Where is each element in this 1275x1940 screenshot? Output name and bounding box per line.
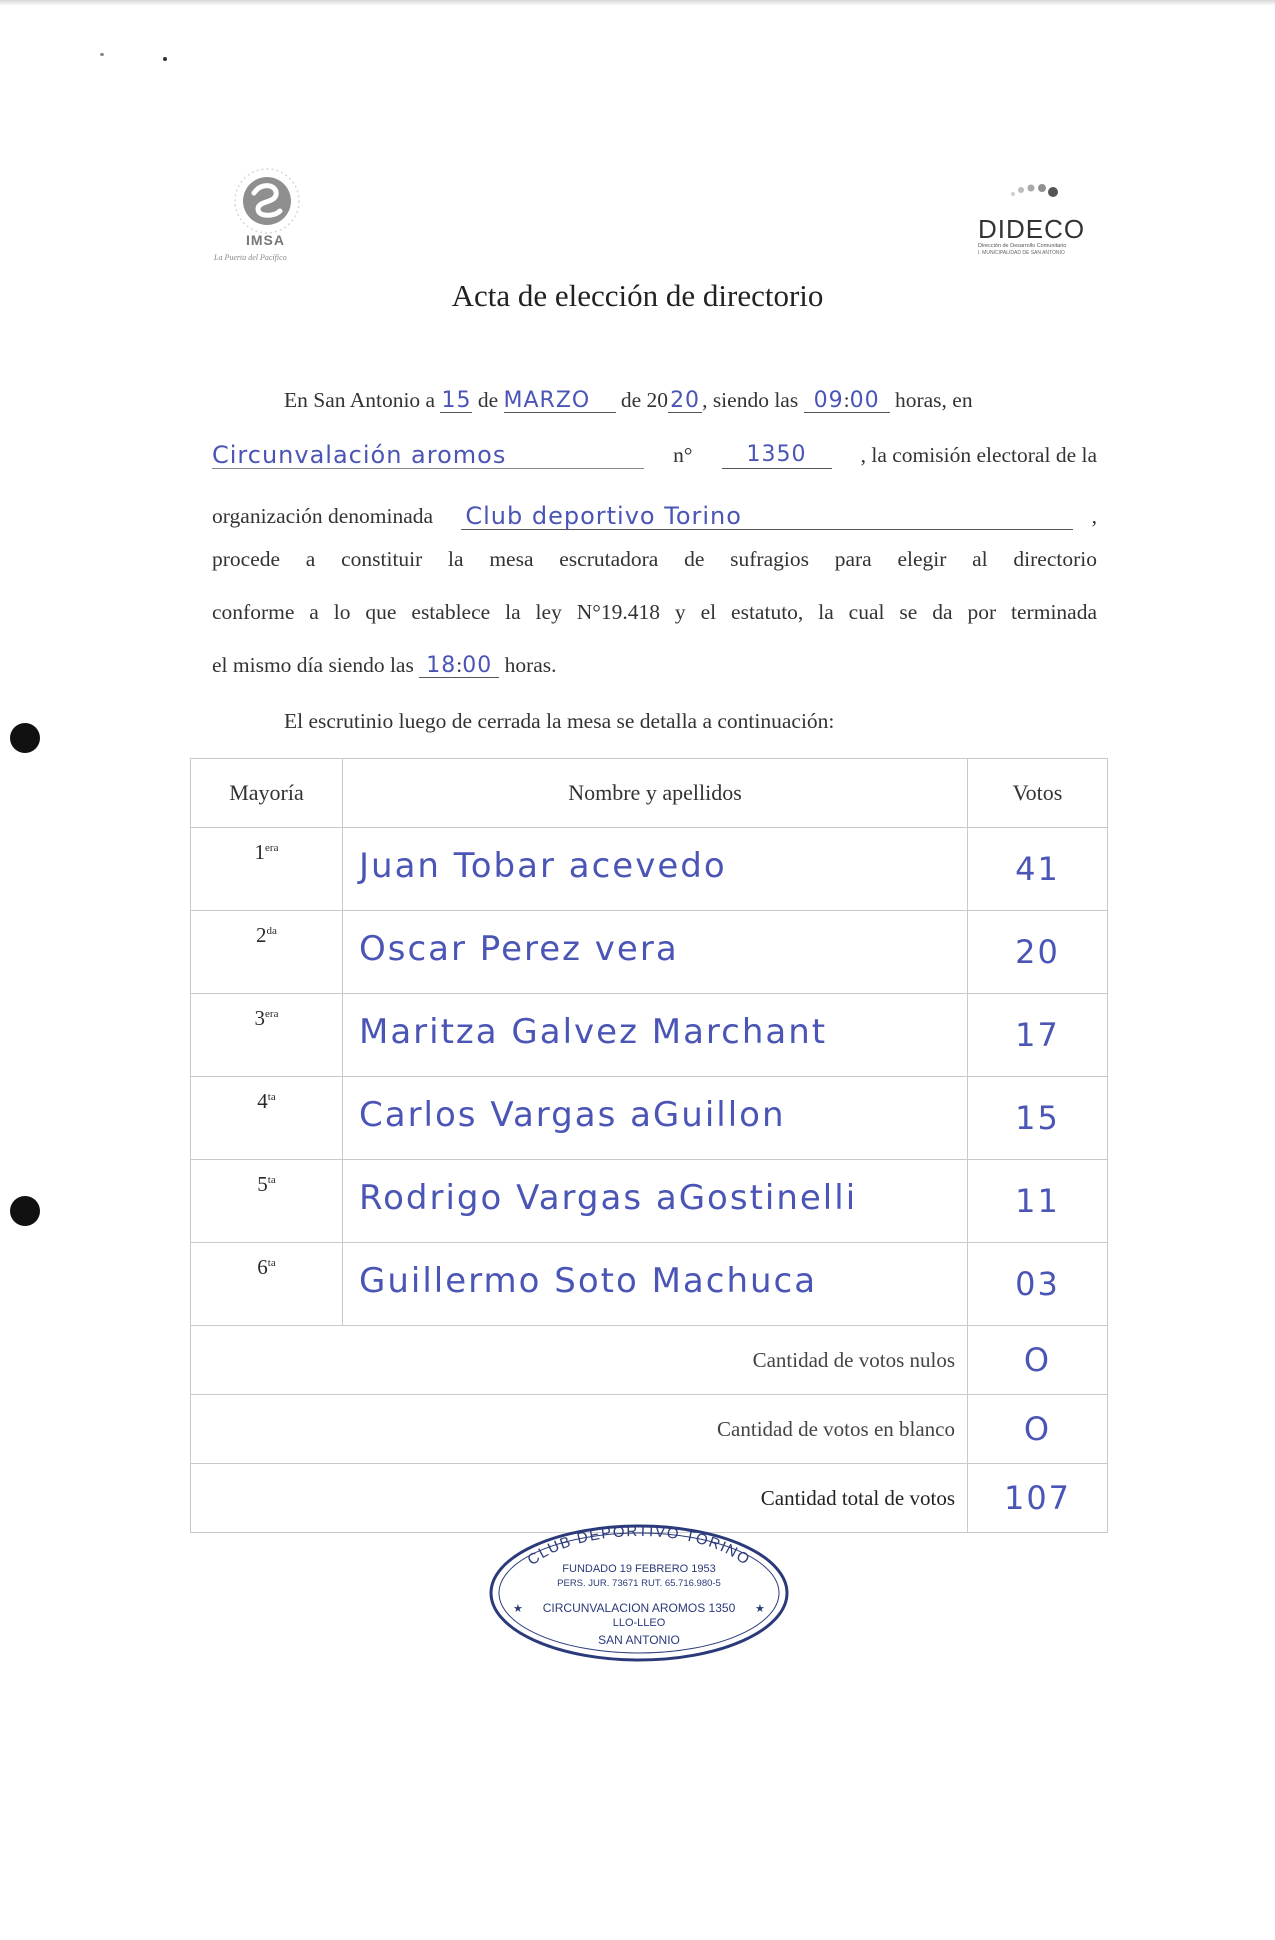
time-colon: :: [456, 653, 463, 677]
text-fragment: de: [472, 388, 504, 412]
text-fragment: de 20: [615, 388, 669, 412]
table-row: [191, 911, 1108, 994]
stamp-founded: FUNDADO 19 FEBRERO 1953: [562, 1563, 716, 1575]
start-min-value: 00: [849, 388, 880, 413]
candidate-name: Maritza Galvez Marchant: [343, 994, 968, 1077]
candidate-votes: 20: [968, 911, 1108, 994]
document-title: Acta de elección de directorio: [451, 278, 824, 313]
day-field: [440, 389, 472, 413]
candidate-votes: 17: [968, 994, 1108, 1077]
start-hour-value: 09: [813, 388, 844, 413]
scan-speck: [163, 57, 167, 61]
results-table: [190, 758, 1108, 1533]
text-fragment: , la comisión electoral de la: [860, 443, 1097, 467]
table-row: [191, 994, 1108, 1077]
stamp-arc-text: CLUB DEPORTIVO TORINO: [524, 1522, 754, 1570]
stamp-locality: LLO-LLEO: [612, 1617, 666, 1629]
text-fragment: , siendo las: [702, 388, 804, 412]
start-time-field: [804, 389, 890, 413]
text-fragment: el mismo día siendo las: [212, 653, 420, 677]
imsa-logo-name: IMSA: [246, 232, 285, 248]
rank-number: 6: [257, 1255, 268, 1279]
text-fragment: organización denominada: [212, 504, 434, 528]
rank-number: 4: [257, 1089, 268, 1113]
year-field: [668, 389, 702, 413]
dideco-logo-subtitle-2: I. MUNICIPALIDAD DE SAN ANTONIO: [978, 250, 1065, 256]
organization-value: Club deportivo Torino: [465, 502, 742, 530]
rank-cell: [191, 828, 343, 911]
text-fragment: ,: [1091, 504, 1097, 528]
star-icon: ★: [513, 1602, 523, 1615]
month-field: [504, 389, 616, 413]
rank-suffix: ta: [267, 1091, 276, 1103]
text-fragment: En San Antonio a: [284, 388, 441, 412]
table-row: [191, 1160, 1108, 1243]
rank-suffix: era: [265, 842, 279, 854]
rank-suffix: da: [266, 925, 277, 937]
rank-number: 5: [257, 1172, 268, 1196]
candidate-name: Juan Tobar acevedo: [343, 828, 968, 911]
rank-cell: [191, 1077, 343, 1160]
paragraph-line-4: procede a constituir la mesa escrutadora de sufragios para elegir al directorio: [212, 547, 1097, 571]
time-colon: :: [843, 388, 850, 412]
candidate-name: Guillermo Soto Machuca: [343, 1243, 968, 1326]
candidate-name: Rodrigo Vargas aGostinelli: [343, 1160, 968, 1243]
stamp-legal: PERS. JUR. 73671 RUT. 65.716.980-5: [557, 1578, 721, 1589]
text-fragment: n°: [673, 443, 693, 467]
text-fragment: horas, en: [889, 388, 973, 412]
binder-hole-bottom: [10, 1196, 40, 1226]
club-stamp: [487, 1522, 791, 1664]
end-hour-value: 18: [426, 653, 457, 678]
end-time-field: [419, 654, 499, 678]
total-votes-value: 107: [968, 1464, 1108, 1533]
rank-number: 3: [254, 1006, 266, 1030]
rank-number: 1: [254, 840, 266, 864]
table-row: [191, 1243, 1108, 1326]
year-value: 20: [670, 388, 701, 413]
candidate-name: Carlos Vargas aGuillon: [343, 1077, 968, 1160]
rank-suffix: ta: [267, 1257, 276, 1269]
blank-votes-value: O: [968, 1395, 1108, 1464]
paragraph-line-1: [212, 388, 1097, 413]
rank-suffix: era: [265, 1008, 279, 1020]
stamp-city: SAN ANTONIO: [598, 1633, 680, 1647]
binder-hole-top: [10, 723, 40, 753]
header-mayoria: Mayoría: [191, 759, 343, 828]
paragraph-line-3: [212, 504, 1097, 530]
month-value: MARZO: [503, 388, 591, 413]
paragraph-line-5: conforme a lo que establece la ley N°19.418 y el estatuto, la cual se da por terminada: [212, 600, 1097, 624]
stamp-address: CIRCUNVALACION AROMOS 1350: [542, 1601, 736, 1615]
candidate-votes: 41: [968, 828, 1108, 911]
candidate-votes: 11: [968, 1160, 1108, 1243]
header-nombre: Nombre y apellidos: [343, 759, 968, 828]
day-value: 15: [441, 388, 472, 413]
null-votes-row: [191, 1326, 1108, 1395]
table-header-row: [191, 759, 1108, 828]
null-votes-label: Cantidad de votos nulos: [191, 1326, 968, 1395]
rank-cell: [191, 994, 343, 1077]
street-field: [212, 443, 644, 469]
dideco-logo-subtitle: Dirección de Desarrollo Comunitario: [978, 243, 1067, 249]
blank-votes-row: [191, 1395, 1108, 1464]
paragraph-line-6: [212, 653, 1097, 678]
rank-cell: [191, 911, 343, 994]
table-row: [191, 828, 1108, 911]
scan-speck: [100, 53, 104, 56]
candidate-votes: 03: [968, 1243, 1108, 1326]
total-votes-label: Cantidad total de votos: [191, 1464, 968, 1533]
scan-edge: [0, 0, 1275, 6]
header-votos: Votos: [968, 759, 1108, 828]
rank-cell: [191, 1243, 343, 1326]
paragraph-line-7: El escrutinio luego de cerrada la mesa se detalla a continuación:: [284, 709, 835, 733]
blank-votes-label: Cantidad de votos en blanco: [191, 1395, 968, 1464]
imsa-logo-tagline: La Puerta del Pacífico: [214, 253, 287, 262]
paragraph-line-2: [212, 443, 1097, 469]
candidate-votes: 15: [968, 1077, 1108, 1160]
candidate-name: Oscar Perez vera: [343, 911, 968, 994]
street-number-field: [722, 443, 832, 469]
rank-suffix: ta: [267, 1174, 276, 1186]
organization-field: [461, 504, 1073, 530]
rank-cell: [191, 1160, 343, 1243]
star-icon: ★: [755, 1602, 765, 1615]
null-votes-value: O: [968, 1326, 1108, 1395]
end-min-value: 00: [462, 653, 493, 678]
dideco-logo-name: DIDECO: [978, 214, 1086, 244]
street-number-value: 1350: [746, 442, 807, 467]
text-fragment: horas.: [499, 653, 557, 677]
table-row: [191, 1077, 1108, 1160]
street-value: Circunvalación aromos: [212, 441, 507, 469]
rank-number: 2: [256, 923, 267, 947]
